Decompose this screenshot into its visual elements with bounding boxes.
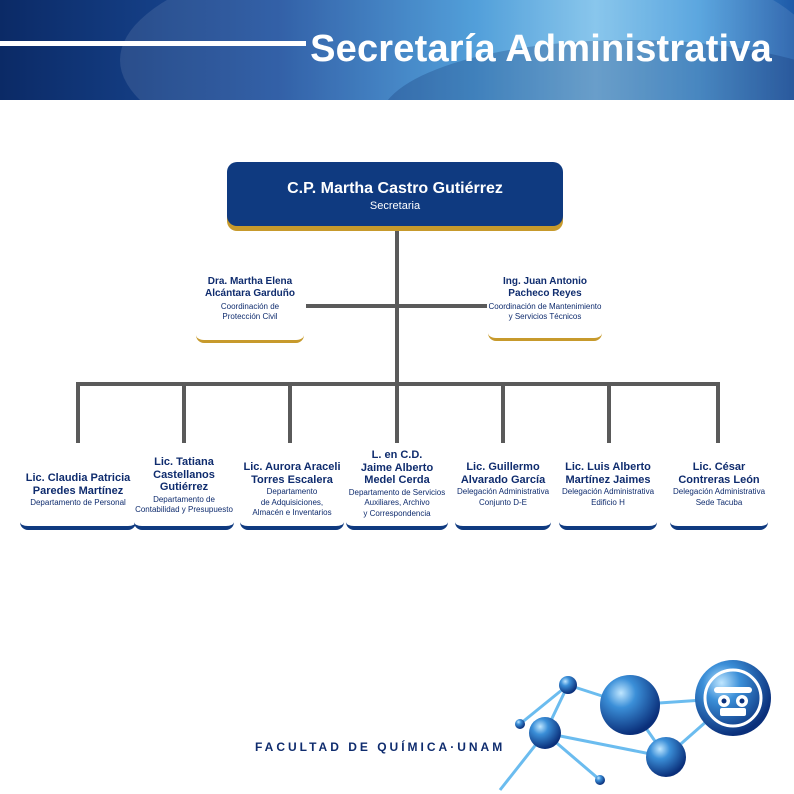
atom-medium-icon bbox=[646, 737, 686, 777]
side-right-role: Coordinación de Mantenimiento y Servicios Técnicos bbox=[488, 302, 602, 322]
dept-1-name: Lic. Claudia Patricia Paredes Martínez bbox=[25, 472, 131, 497]
dept-1-role: Departamento de Personal bbox=[30, 498, 126, 508]
dept-5-name: Lic. Guillermo Alvarado García bbox=[460, 461, 546, 486]
secretary-role: Secretaria bbox=[369, 200, 421, 212]
dept-7-name: Lic. César Contreras León bbox=[678, 461, 760, 486]
atom-small-icon bbox=[559, 676, 577, 694]
dept-7-role: Delegación Administrativa Sede Tacuba bbox=[672, 487, 766, 507]
secretary-name: C.P. Martha Castro Gutiérrez bbox=[287, 180, 503, 197]
page-title: Secretaría Administrativa bbox=[310, 28, 772, 70]
atom-medium-icon bbox=[529, 717, 561, 749]
dept-3-name: Lic. Aurora Araceli Torres Escalera bbox=[243, 461, 341, 486]
dept-4-role: Departamento de Servicios Auxiliares, Archivo y Correspondencia bbox=[348, 487, 446, 518]
dept-2-role: Departamento de Contabilidad y Presupuesto bbox=[135, 494, 233, 515]
footer-institution: FACULTAD DE QUÍMICA·UNAM bbox=[255, 740, 506, 754]
atom-tiny-icon bbox=[515, 719, 525, 729]
dept-3-role: Departamento de Adquisiciones, Almacén e Inventarios bbox=[252, 487, 332, 518]
dept-2-name: Lic. Tatiana Castellanos Gutiérrez bbox=[153, 456, 215, 494]
dept-6-name: Lic. Luis Alberto Martínez Jaimes bbox=[565, 461, 651, 486]
dept-6-role: Delegación Administrativa Edificio H bbox=[561, 487, 655, 507]
side-left-role: Coordinación de Protección Civil bbox=[220, 302, 280, 322]
dept-5-role: Delegación Administrativa Conjunto D-E bbox=[456, 487, 550, 507]
side-left-name: Dra. Martha Elena Alcántara Garduño bbox=[204, 276, 296, 299]
atom-large-icon bbox=[600, 675, 660, 735]
atom-tiny-icon bbox=[595, 775, 605, 785]
side-right-name: Ing. Juan Antonio Pacheco Reyes bbox=[502, 276, 588, 299]
dept-4-name: L. en C.D. Jaime Alberto Medel Cerda bbox=[360, 449, 434, 487]
